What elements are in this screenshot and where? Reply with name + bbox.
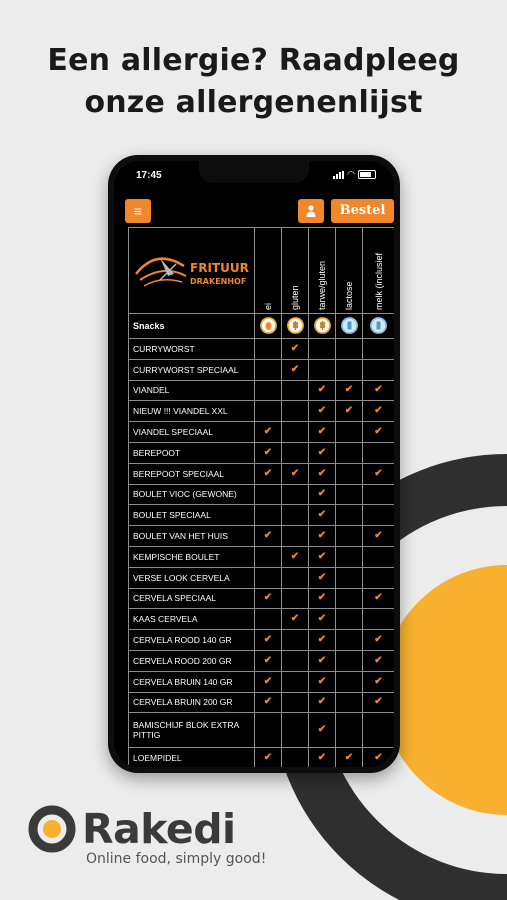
empty-cell <box>363 484 395 505</box>
product-name: BEREPOOT <box>129 442 255 463</box>
check-icon: ✔ <box>363 422 395 443</box>
phone-screen <box>114 161 394 767</box>
check-icon: ✔ <box>255 692 282 713</box>
empty-cell <box>309 339 336 360</box>
table-row <box>129 650 395 671</box>
empty-cell <box>336 422 363 443</box>
empty-cell <box>282 380 309 401</box>
empty-cell <box>282 422 309 443</box>
check-icon: ✔ <box>363 671 395 692</box>
headline-line-1: Een allergie? Raadpleeg <box>47 43 460 78</box>
check-icon: ✔ <box>309 630 336 651</box>
empty-cell <box>363 505 395 526</box>
check-icon: ✔ <box>336 380 363 401</box>
battery-icon <box>358 170 376 179</box>
check-icon: ✔ <box>309 422 336 443</box>
empty-cell <box>282 692 309 713</box>
product-name: BOULET SPECIAAL <box>129 505 255 526</box>
check-icon: ✔ <box>309 692 336 713</box>
check-icon: ✔ <box>255 463 282 484</box>
check-icon: ✔ <box>309 713 336 748</box>
section-row <box>129 314 395 339</box>
restaurant-logo <box>129 228 255 314</box>
empty-cell <box>255 546 282 567</box>
table-row <box>129 339 395 360</box>
empty-cell <box>282 588 309 609</box>
empty-cell <box>336 463 363 484</box>
empty-cell <box>255 713 282 748</box>
table-row <box>129 505 395 526</box>
check-icon: ✔ <box>363 401 395 422</box>
empty-cell <box>336 339 363 360</box>
check-icon: ✔ <box>255 588 282 609</box>
empty-cell <box>363 359 395 380</box>
table-row <box>129 463 395 484</box>
logo-line-1: FRITUUR <box>189 261 249 275</box>
table-row <box>129 671 395 692</box>
empty-cell <box>336 609 363 630</box>
check-icon: ✔ <box>309 442 336 463</box>
check-icon: ✔ <box>309 650 336 671</box>
check-icon: ✔ <box>255 748 282 767</box>
empty-cell <box>363 609 395 630</box>
user-icon <box>306 205 316 217</box>
empty-cell <box>336 713 363 748</box>
empty-cell <box>363 546 395 567</box>
wifi-icon: ◠ <box>347 169 355 179</box>
empty-cell <box>282 442 309 463</box>
empty-cell <box>282 630 309 651</box>
product-name: BOULET VAN HET HUIS <box>129 526 255 547</box>
column-header: ei <box>255 228 282 314</box>
product-name: CERVELA SPECIAAL <box>129 588 255 609</box>
check-icon: ✔ <box>309 484 336 505</box>
check-icon: ✔ <box>309 567 336 588</box>
headline-line-2: onze allergenenlijst <box>84 85 423 120</box>
logo-line-2: DRAKENHOF <box>189 277 246 286</box>
product-name: CERVELA ROOD 140 GR <box>129 630 255 651</box>
table-row <box>129 692 395 713</box>
empty-cell <box>282 401 309 422</box>
check-icon: ✔ <box>309 588 336 609</box>
table-row <box>129 567 395 588</box>
table-row <box>129 526 395 547</box>
check-icon: ✔ <box>255 650 282 671</box>
empty-cell <box>255 339 282 360</box>
empty-cell <box>336 546 363 567</box>
empty-cell <box>336 650 363 671</box>
check-icon: ✔ <box>255 671 282 692</box>
check-icon: ✔ <box>255 526 282 547</box>
allergen-table <box>128 227 394 767</box>
empty-cell <box>282 650 309 671</box>
empty-cell <box>255 380 282 401</box>
empty-cell <box>363 339 395 360</box>
check-icon: ✔ <box>363 463 395 484</box>
product-name: VIANDEL <box>129 380 255 401</box>
check-icon: ✔ <box>255 442 282 463</box>
table-row <box>129 359 395 380</box>
signal-icon <box>333 171 344 179</box>
wheat-icon <box>287 317 304 334</box>
check-icon: ✔ <box>336 748 363 767</box>
empty-cell <box>255 359 282 380</box>
phone-mockup <box>108 155 400 773</box>
product-name: CERVELA ROOD 200 GR <box>129 650 255 671</box>
empty-cell <box>282 484 309 505</box>
product-name: VIANDEL SPECIAAL <box>129 422 255 443</box>
check-icon: ✔ <box>309 380 336 401</box>
column-header: tarwe/gluten <box>309 228 336 314</box>
column-header: gluten <box>282 228 309 314</box>
empty-cell <box>255 484 282 505</box>
column-header: melk (inclusief <box>363 228 395 314</box>
check-icon: ✔ <box>309 526 336 547</box>
section-title: Snacks <box>129 314 255 339</box>
column-header: lactose <box>336 228 363 314</box>
table-row <box>129 748 395 767</box>
check-icon: ✔ <box>363 630 395 651</box>
table-row <box>129 380 395 401</box>
empty-cell <box>336 526 363 547</box>
check-icon: ✔ <box>336 401 363 422</box>
empty-cell <box>255 609 282 630</box>
product-name: CERVELA BRUIN 200 GR <box>129 692 255 713</box>
dragon-logo-icon <box>130 228 254 308</box>
table-row <box>129 713 395 748</box>
empty-cell <box>255 567 282 588</box>
check-icon: ✔ <box>309 671 336 692</box>
brand-tagline: Online food, simply good! <box>86 851 267 867</box>
check-icon: ✔ <box>363 588 395 609</box>
empty-cell <box>336 630 363 651</box>
product-name: BOULET VIOC (GEWONE) <box>129 484 255 505</box>
empty-cell <box>363 567 395 588</box>
wheat-icon <box>314 317 331 334</box>
check-icon: ✔ <box>282 339 309 360</box>
check-icon: ✔ <box>282 463 309 484</box>
product-name: BEREPOOT SPECIAAL <box>129 463 255 484</box>
empty-cell <box>282 671 309 692</box>
product-name: LOEMPIDEL <box>129 748 255 767</box>
table-row <box>129 484 395 505</box>
empty-cell <box>336 671 363 692</box>
egg-icon <box>260 317 277 334</box>
empty-cell <box>282 567 309 588</box>
table-row <box>129 401 395 422</box>
user-button[interactable] <box>298 199 324 223</box>
check-icon: ✔ <box>282 609 309 630</box>
check-icon: ✔ <box>282 546 309 567</box>
status-time: 17:45 <box>136 170 162 181</box>
order-button[interactable]: Bestel <box>331 199 394 223</box>
empty-cell <box>282 526 309 547</box>
product-name: CERVELA BRUIN 140 GR <box>129 671 255 692</box>
product-name: CURRYWORST <box>129 339 255 360</box>
empty-cell <box>336 505 363 526</box>
empty-cell <box>336 359 363 380</box>
table-row <box>129 630 395 651</box>
table-row <box>129 546 395 567</box>
empty-cell <box>336 484 363 505</box>
check-icon: ✔ <box>309 546 336 567</box>
check-icon: ✔ <box>363 526 395 547</box>
product-name: VERSE LOOK CERVELA <box>129 567 255 588</box>
empty-cell <box>363 713 395 748</box>
table-row <box>129 422 395 443</box>
milk-bottle-icon <box>341 317 358 334</box>
product-name: BAMISCHIJF BLOK EXTRA PITTIG <box>129 713 255 748</box>
check-icon: ✔ <box>255 630 282 651</box>
check-icon: ✔ <box>309 505 336 526</box>
empty-cell <box>336 588 363 609</box>
empty-cell <box>282 748 309 767</box>
empty-cell <box>336 567 363 588</box>
rakedi-logo-icon <box>28 805 76 853</box>
check-icon: ✔ <box>255 422 282 443</box>
empty-cell <box>309 359 336 380</box>
empty-cell <box>336 692 363 713</box>
table-row <box>129 609 395 630</box>
check-icon: ✔ <box>282 359 309 380</box>
check-icon: ✔ <box>363 748 395 767</box>
check-icon: ✔ <box>309 401 336 422</box>
check-icon: ✔ <box>309 748 336 767</box>
column-header-row <box>129 228 395 314</box>
empty-cell <box>255 505 282 526</box>
empty-cell <box>282 505 309 526</box>
check-icon: ✔ <box>363 692 395 713</box>
headline <box>0 40 507 124</box>
brand-name: Rakedi <box>82 805 236 853</box>
menu-button[interactable] <box>125 199 151 223</box>
check-icon: ✔ <box>363 650 395 671</box>
product-name: CURRYWORST SPECIAAL <box>129 359 255 380</box>
hamburger-icon: ≡ <box>133 203 143 219</box>
check-icon: ✔ <box>309 609 336 630</box>
empty-cell <box>255 401 282 422</box>
milk-bottle-icon <box>370 317 387 334</box>
product-name: KEMPISCHE BOULET <box>129 546 255 567</box>
phone-notch <box>199 161 309 183</box>
empty-cell <box>363 442 395 463</box>
empty-cell <box>336 442 363 463</box>
check-icon: ✔ <box>309 463 336 484</box>
status-icons <box>333 170 376 179</box>
product-name: NIEUW !!! VIANDEL XXL <box>129 401 255 422</box>
table-row <box>129 588 395 609</box>
product-name: KAAS CERVELA <box>129 609 255 630</box>
table-row <box>129 442 395 463</box>
yellow-circle <box>382 565 507 815</box>
app-header <box>114 189 394 229</box>
empty-cell <box>282 713 309 748</box>
check-icon: ✔ <box>363 380 395 401</box>
